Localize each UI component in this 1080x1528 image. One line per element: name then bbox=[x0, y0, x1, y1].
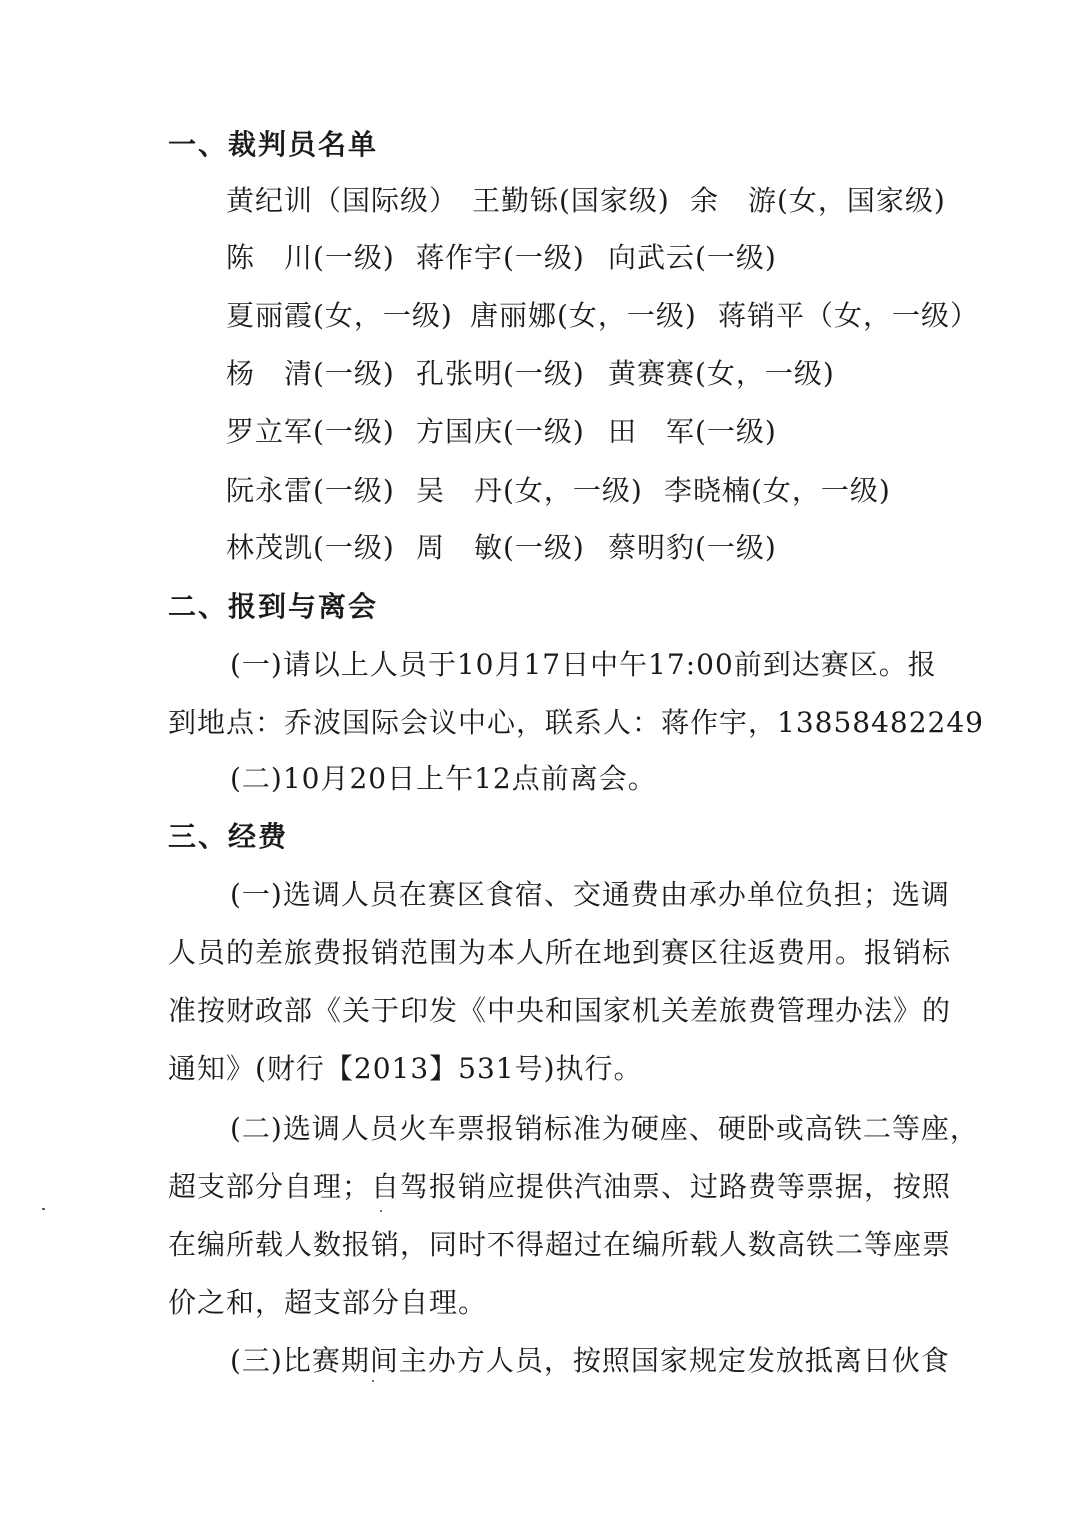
referee-entry: 林茂凯(一级) bbox=[226, 531, 395, 564]
referee-row bbox=[226, 357, 835, 391]
paragraph-line: 在编所载人数报销，同时不得超过在编所载人数高铁二等座票 bbox=[168, 1228, 952, 1261]
referee-entry: 周 敏(一级) bbox=[416, 531, 585, 564]
referee-row bbox=[226, 531, 777, 565]
paragraph-line: 价之和，超支部分自理。 bbox=[168, 1286, 488, 1319]
paragraph-line: 准按财政部《关于印发《中央和国家机关差旅费管理办法》的 bbox=[168, 994, 952, 1027]
section-heading-registration: 二、报到与离会 bbox=[168, 590, 379, 623]
paragraph-line: (二)选调人员火车票报销标准为硬座、硬卧或高铁二等座， bbox=[230, 1112, 979, 1145]
referee-entry: 黄赛赛(女，一级) bbox=[608, 357, 835, 390]
referee-entry: 李晓楠(女，一级) bbox=[664, 474, 891, 507]
paragraph-line: (三)比赛期间主办方人员，按照国家规定发放抵离日伙食 bbox=[230, 1344, 950, 1377]
referee-entry: 蒋作宇(一级) bbox=[416, 241, 585, 274]
paragraph-line: 到地点：乔波国际会议中心，联系人：蒋作宇，13858482249 bbox=[168, 706, 984, 739]
referee-entry: 田 军(一级) bbox=[608, 415, 777, 448]
paragraph-line: 通知》(财行【2013】531号)执行。 bbox=[168, 1052, 643, 1085]
referee-entry: 阮永雷(一级) bbox=[226, 474, 395, 507]
referee-entry: 向武云(一级) bbox=[608, 241, 777, 274]
referee-entry: 孔张明(一级) bbox=[416, 357, 585, 390]
referee-entry: 唐丽娜(女，一级) bbox=[470, 299, 697, 332]
referee-row bbox=[226, 184, 946, 218]
scan-speck bbox=[372, 1380, 374, 1382]
referee-entry: 余 游(女，国家级) bbox=[690, 184, 946, 217]
paragraph-line: (一)请以上人员于10月17日中午17:00前到达赛区。报 bbox=[230, 648, 937, 681]
referee-entry: 杨 清(一级) bbox=[226, 357, 395, 390]
referee-entry: 罗立军(一级) bbox=[226, 415, 395, 448]
paragraph-line: (二)10月20日上午12点前离会。 bbox=[230, 762, 657, 795]
paragraph-line: 超支部分自理；自驾报销应提供汽油票、过路费等票据，按照 bbox=[168, 1170, 952, 1203]
referee-row bbox=[226, 415, 777, 449]
referee-entry: 方国庆(一级) bbox=[416, 415, 585, 448]
referee-entry: 吴 丹(女，一级) bbox=[416, 474, 643, 507]
referee-entry: 蒋销平（女，一级） bbox=[718, 299, 980, 332]
scan-speck bbox=[380, 1210, 382, 1212]
referee-row bbox=[226, 474, 891, 508]
section-heading-expenses: 三、经费 bbox=[168, 820, 289, 853]
referee-row bbox=[226, 299, 979, 333]
scan-speck bbox=[42, 1208, 45, 1210]
section-heading-referees: 一、裁判员名单 bbox=[168, 128, 379, 161]
referee-entry: 蔡明豹(一级) bbox=[608, 531, 777, 564]
paragraph-line: (一)选调人员在赛区食宿、交通费由承办单位负担；选调 bbox=[230, 878, 950, 911]
referee-entry: 陈 川(一级) bbox=[226, 241, 395, 274]
referee-row bbox=[226, 241, 777, 275]
paragraph-line: 人员的差旅费报销范围为本人所在地到赛区往返费用。报销标 bbox=[168, 936, 952, 969]
referee-entry: 夏丽霞(女，一级) bbox=[226, 299, 453, 332]
referee-entry: 王勤铄(国家级) bbox=[472, 184, 670, 217]
referee-entry: 黄纪训（国际级） bbox=[226, 184, 459, 217]
